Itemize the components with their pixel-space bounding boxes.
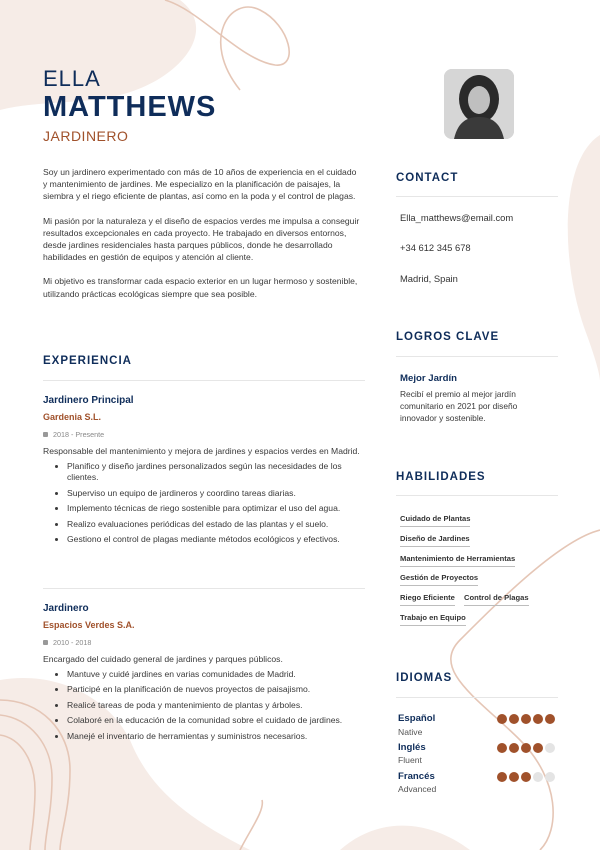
rating-dot-filled: [509, 772, 519, 782]
rating-dot-filled: [497, 772, 507, 782]
rating-dot-filled: [545, 714, 555, 724]
language-rating: [497, 772, 555, 782]
summary-paragraph: Mi pasión por la naturaleza y el diseño de espacios verdes me impulsa a conseguir resultados excepcionales en cada proyecto. He trabajado en diversos entornos, desde jardines residenciales hasta parques públicos, donde he desarrollado habilidades en gestión de equipos y atención al cliente.: [43, 215, 360, 263]
rating-dot-filled: [533, 743, 543, 753]
job-description: Encargado del cuidado general de jardines y parques públicos.: [43, 654, 283, 664]
summary-paragraph: Soy un jardinero experimentado con más de 10 años de experiencia en el cuidado y mantenimiento de jardines. Me especializo en la planificación de paisajes, la siembra y el riego eficiente de plantas, así como en la poda y el control de plagas.: [43, 167, 357, 202]
first-name: ELLA: [43, 66, 101, 91]
contact-email[interactable]: Ella_matthews@email.com: [400, 212, 514, 223]
rating-dot-filled: [521, 714, 531, 724]
skill-tag: Diseño de Jardines: [400, 534, 470, 547]
job-dates-text: 2018 - Presente: [53, 430, 105, 439]
experience-item: [43, 395, 365, 550]
calendar-icon: [43, 432, 48, 437]
languages-section-title: IDIOMAS: [396, 672, 453, 684]
job-bullet: • Mantuve y cuidé jardines en varias comunidades de Madrid.: [67, 669, 365, 681]
divider: [396, 196, 558, 197]
job-bullet: • Manejé el inventario de herramientas y suministros necesarios.: [67, 731, 365, 743]
job-bullet: • Participé en la planificación de nuevos proyectos de paisajismo.: [67, 684, 365, 696]
skill-tag: Gestión de Proyectos: [400, 573, 478, 586]
divider: [396, 495, 558, 496]
skill-tag: Cuidado de Plantas: [400, 514, 470, 527]
profile-summary: [43, 166, 363, 312]
job-bullet: • Implemento técnicas de riego sostenible para optimizar el uso del agua.: [67, 503, 365, 515]
rating-dot-filled: [497, 743, 507, 753]
rating-dot-filled: [533, 714, 543, 724]
language-name: Francés: [398, 771, 435, 782]
rating-dot-filled: [509, 714, 519, 724]
language-name: Español: [398, 713, 436, 724]
job-company: Espacios Verdes S.A.: [43, 620, 135, 630]
contact-phone[interactable]: +34 612 345 678: [400, 242, 471, 253]
job-bullet: • Colaboré en la educación de la comunidad sobre el cuidado de jardines.: [67, 715, 365, 727]
experience-section-title: EXPERIENCIA: [43, 355, 132, 367]
job-company: Gardenia S.L.: [43, 412, 102, 422]
contact-location: Madrid, Spain: [400, 273, 458, 284]
skill-tag: Mantenimiento de Herramientas: [400, 554, 515, 567]
job-dates-text: 2010 - 2018: [53, 638, 92, 647]
job-dates: [43, 430, 365, 439]
job-title: JARDINERO: [43, 128, 129, 144]
rating-dot-empty: [545, 743, 555, 753]
calendar-icon: [43, 640, 48, 645]
job-role: Jardinero Principal: [43, 395, 134, 406]
rating-dot-empty: [533, 772, 543, 782]
last-name: MATTHEWS: [43, 91, 217, 123]
achievements-section-title: LOGROS CLAVE: [396, 331, 500, 343]
skill-tag: Riego Eficiente: [400, 593, 455, 606]
profile-photo: [444, 69, 514, 139]
job-role: Jardinero: [43, 603, 89, 614]
achievement-text: Recibí el premio al mejor jardín comunitario en 2021 por diseño innovador y sostenible.: [400, 389, 518, 424]
rating-dot-empty: [545, 772, 555, 782]
language-level: Advanced: [398, 784, 437, 794]
skills-section-title: HABILIDADES: [396, 471, 486, 483]
skill-tag: Trabajo en Equipo: [400, 613, 466, 626]
divider: [396, 697, 558, 698]
language-level: Native: [398, 727, 423, 737]
job-bullet-list: [43, 669, 365, 743]
job-dates: [43, 638, 365, 647]
skill-tag: Control de Plagas: [464, 593, 529, 606]
rating-dot-filled: [521, 772, 531, 782]
divider: [43, 588, 365, 589]
job-bullet: • Gestiono el control de plagas mediante métodos ecológicos y efectivos.: [67, 534, 365, 546]
summary-paragraph: Mi objetivo es transformar cada espacio exterior en un lugar hermoso y sostenible, utilizando prácticas ecológicas siempre que sea posible.: [43, 276, 358, 299]
divider: [396, 356, 558, 357]
language-rating: [497, 714, 555, 724]
rating-dot-filled: [521, 743, 531, 753]
rating-dot-filled: [497, 714, 507, 724]
job-bullet: • Superviso un equipo de jardineros y coordino tareas diarias.: [67, 488, 365, 500]
job-bullet-list: [43, 461, 365, 546]
language-level: Fluent: [398, 755, 422, 765]
language-rating: [497, 743, 555, 753]
rating-dot-filled: [509, 743, 519, 753]
job-bullet: • Realicé tareas de poda y mantenimiento de plantas y árboles.: [67, 700, 365, 712]
job-bullet: • Planifico y diseño jardines personalizados según las necesidades de los clientes.: [67, 461, 365, 484]
achievement-title: Mejor Jardín: [400, 373, 458, 384]
job-bullet: • Realizo evaluaciones periódicas del estado de las plantas y el suelo.: [67, 519, 365, 531]
job-description: Responsable del mantenimiento y mejora de jardines y espacios verdes en Madrid.: [43, 446, 360, 456]
divider: [43, 380, 365, 381]
experience-item: [43, 603, 365, 746]
language-name: Inglés: [398, 742, 426, 753]
contact-section-title: CONTACT: [396, 172, 459, 184]
